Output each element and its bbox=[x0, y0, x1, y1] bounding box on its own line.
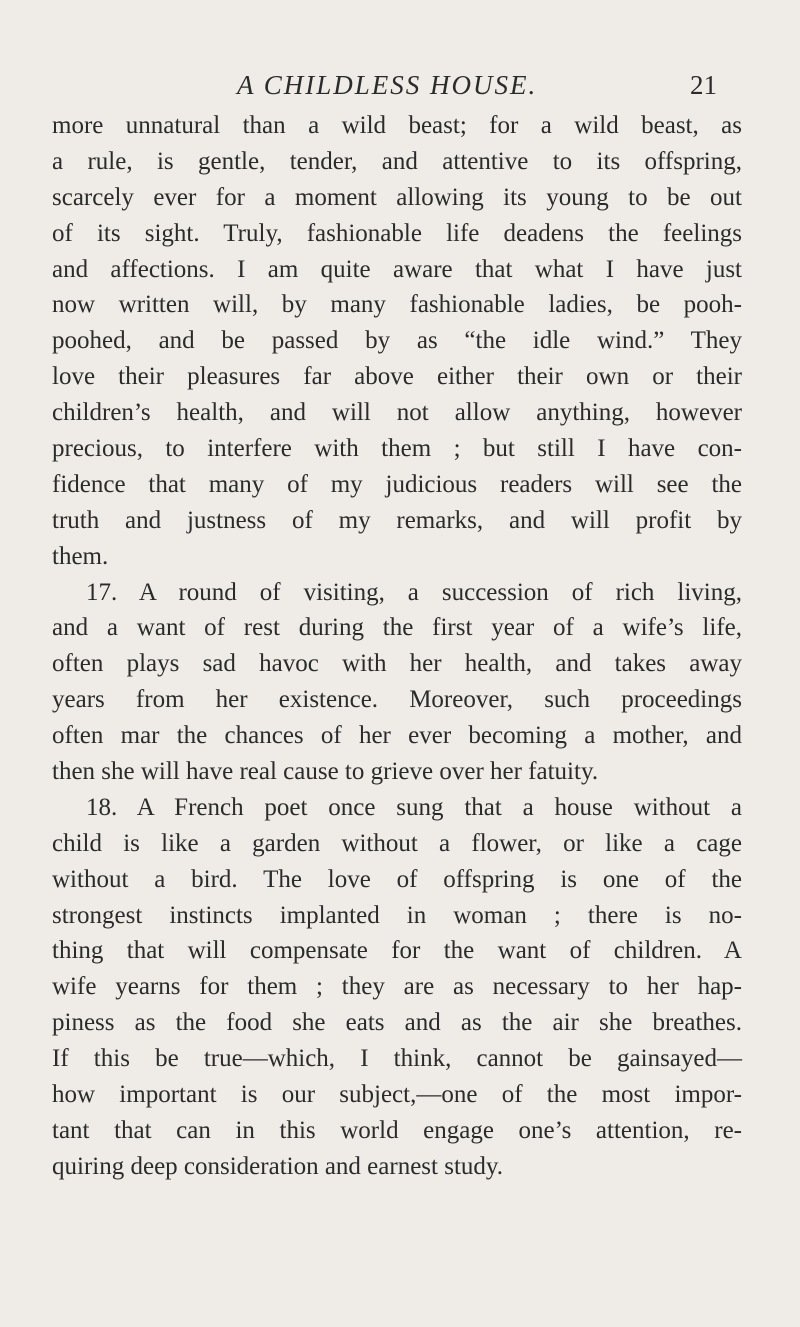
text-line: scarcely ever for a moment allowing its young to be out bbox=[52, 183, 742, 211]
text-line: quiring deep consideration and earnest study. bbox=[52, 1152, 504, 1180]
running-head-title: A CHILDLESS HOUSE. bbox=[237, 70, 538, 100]
text-line: precious, to interfere with them ; but still I have con- bbox=[52, 435, 742, 463]
text-line: piness as the food she eats and as the air she breathes. bbox=[52, 1009, 742, 1037]
text-line: poohed, and be passed by as “the idle wind.” They bbox=[52, 327, 742, 355]
text-line: fidence that many of my judicious readers will see the bbox=[52, 470, 742, 498]
text-line: without a bird. The love of offspring is one of the bbox=[52, 865, 742, 893]
text-line: of its sight. Truly, fashionable life deadens the feelings bbox=[52, 219, 742, 247]
paragraph-18 bbox=[52, 790, 742, 1185]
text-line: now written will, by many fashionable ladies, be pooh- bbox=[52, 291, 742, 319]
text-line: thing that will compensate for the want of children. A bbox=[52, 937, 742, 965]
text-line: wife yearns for them ; they are as necessary to her hap- bbox=[52, 973, 742, 1001]
text-line: and affections. I am quite aware that what I have just bbox=[52, 255, 742, 283]
page-header bbox=[0, 70, 800, 110]
text-line: children’s health, and will not allow anything, however bbox=[52, 399, 742, 427]
text-line: love their pleasures far above either their own or their bbox=[52, 363, 742, 391]
text-line: then she will have real cause to grieve over her fatuity. bbox=[52, 758, 599, 786]
text-line: and a want of rest during the first year of a wife’s life, bbox=[52, 614, 742, 642]
text-line: strongest instincts implanted in woman ; there is no- bbox=[52, 901, 742, 929]
text-line: often mar the chances of her ever becoming a mother, and bbox=[52, 722, 742, 750]
text-line: them. bbox=[52, 542, 109, 570]
text-line: more unnatural than a wild beast; for a wild beast, as bbox=[52, 112, 742, 139]
page-number: 21 bbox=[690, 70, 717, 100]
text-line: If this be true—which, I think, cannot be gainsayed— bbox=[52, 1045, 742, 1073]
body-text bbox=[52, 108, 742, 1185]
text-line: truth and justness of my remarks, and will profit by bbox=[52, 506, 742, 534]
text-line: years from her existence. Moreover, such proceedings bbox=[52, 686, 742, 714]
text-line: child is like a garden without a flower, or like a cage bbox=[52, 829, 742, 857]
paragraph-17 bbox=[52, 575, 742, 790]
paragraph-1 bbox=[52, 108, 742, 575]
text-line: tant that can in this world engage one’s attention, re- bbox=[52, 1116, 742, 1144]
text-line: 18. A French poet once sung that a house without a bbox=[86, 793, 742, 821]
text-line: a rule, is gentle, tender, and attentive to its offspring, bbox=[52, 147, 742, 175]
text-line: often plays sad havoc with her health, and takes away bbox=[52, 650, 742, 678]
text-line: how important is our subject,—one of the most impor- bbox=[52, 1081, 742, 1109]
text-line: 17. A round of visiting, a succession of rich living, bbox=[86, 578, 742, 606]
